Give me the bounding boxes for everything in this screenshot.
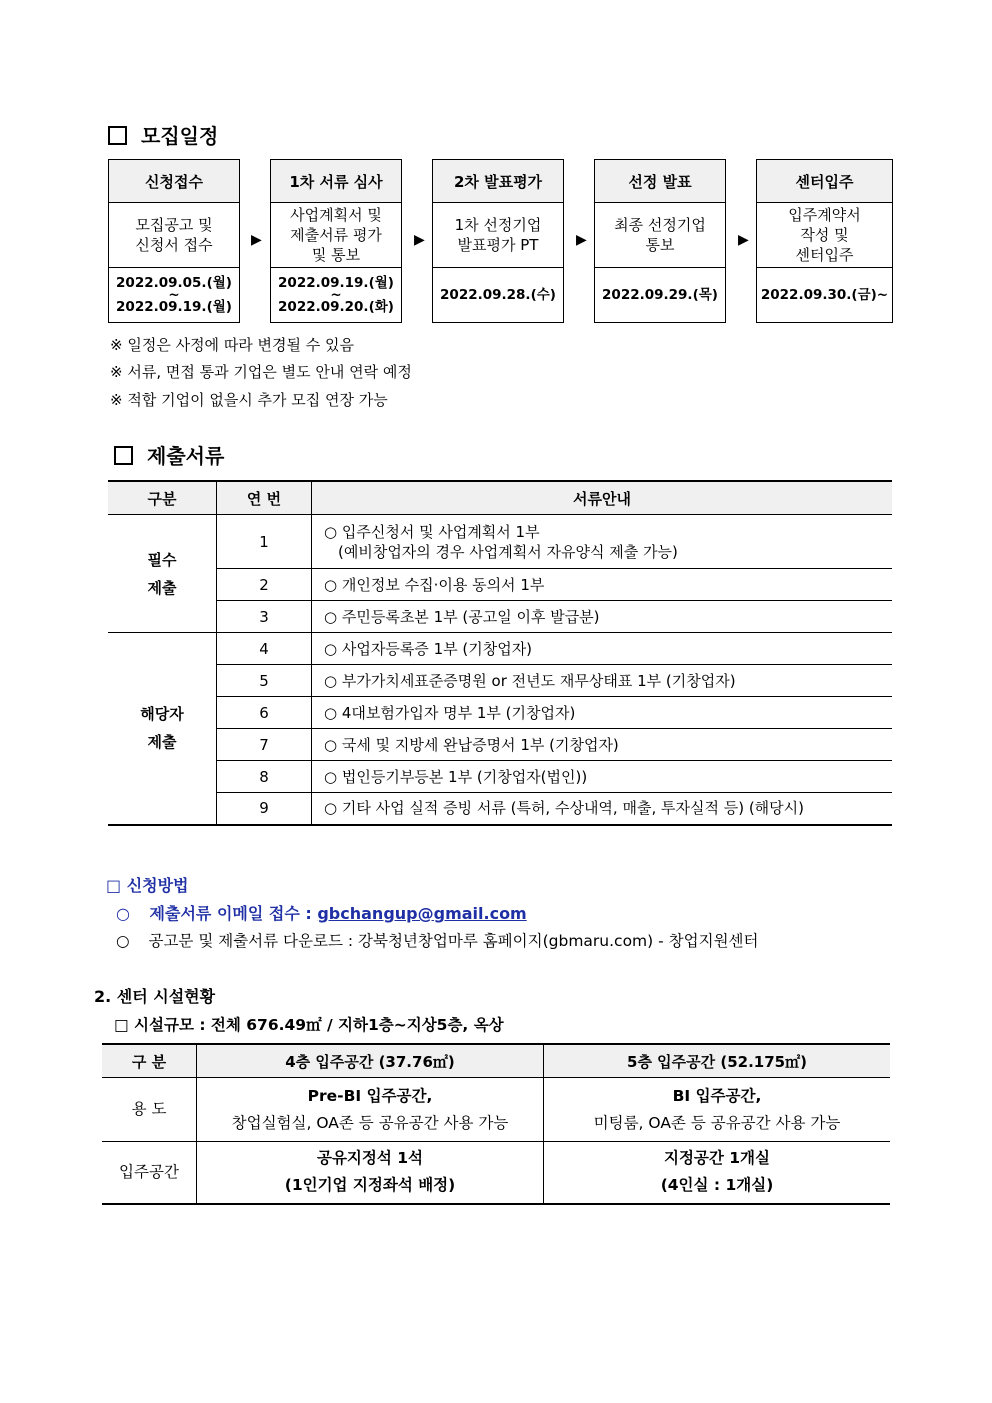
facility-section-title: 2. 센터 시설현황	[94, 987, 216, 1006]
cell-line: 창업실험실, OA존 등 공유공간 사용 가능	[231, 1113, 509, 1132]
schedule-note-3: ※ 적합 기업이 없을시 추가 모집 연장 가능	[110, 391, 388, 409]
step-body: 입주계약서 작성 및 센터입주	[757, 203, 892, 268]
step-body: 1차 선정기업 발표평가 PT	[433, 203, 563, 268]
table-row	[108, 761, 892, 793]
cell-line: Pre-BI 입주공간,	[307, 1086, 433, 1105]
step-body: 사업계획서 및 제출서류 평가 및 통보	[271, 203, 401, 268]
apply-section-title: □ 신청방법	[106, 876, 189, 895]
group-label: 제출	[147, 733, 177, 752]
col-header-category: 구 분	[102, 1044, 197, 1078]
group-label: 해당자	[140, 705, 184, 724]
arrow-right-icon: ▶	[576, 232, 587, 248]
row-number: 9	[217, 793, 312, 825]
table-row	[108, 729, 892, 761]
row-text: ○ 사업자등록증 1부 (기창업자)	[312, 633, 893, 665]
row-label: 입주공간	[102, 1142, 197, 1204]
schedule-note-2: ※ 서류, 면접 통과 기업은 별도 안내 연락 예정	[110, 363, 412, 381]
row-number: 8	[217, 761, 312, 793]
bullet: ○	[116, 932, 130, 950]
cell-4f	[197, 1078, 544, 1142]
cell-line: (1인기업 지정좌석 배정)	[284, 1176, 456, 1195]
row-number: 7	[217, 729, 312, 761]
table-row	[108, 665, 892, 697]
date-start: 2022.09.30.(금)~	[760, 287, 889, 303]
row-number: 4	[217, 633, 312, 665]
step-header: 선정 발표	[595, 160, 725, 203]
cell-4f	[197, 1142, 544, 1204]
documents-title-text: 제출서류	[147, 444, 225, 468]
checkbox-square-icon	[114, 446, 133, 465]
row-text	[312, 515, 893, 569]
step-date	[271, 268, 401, 322]
group-label: 제출	[147, 578, 177, 597]
facility-scale: □ 시설규모 : 전체 676.49㎡ / 지하1층~지상5층, 옥상	[114, 1016, 504, 1034]
step-date	[109, 268, 239, 322]
table-row	[108, 601, 892, 633]
date-tilde: ~	[330, 287, 342, 303]
date-end: 2022.09.19.(월)	[116, 299, 232, 315]
step-date	[757, 268, 892, 322]
row-number: 6	[217, 697, 312, 729]
row-text: ○ 주민등록초본 1부 (공고일 이후 발급분)	[312, 601, 893, 633]
date-end: 2022.09.20.(화)	[278, 299, 394, 315]
date-start: 2022.09.28.(수)	[440, 287, 556, 303]
arrow-right-icon: ▶	[251, 232, 262, 248]
table-row	[102, 1142, 890, 1204]
row-text: ○ 국세 및 지방세 완납증명서 1부 (기창업자)	[312, 729, 893, 761]
date-tilde: ~	[168, 287, 180, 303]
step-date	[433, 268, 563, 322]
row-label: 용 도	[102, 1078, 197, 1142]
row-text: ○ 기타 사업 실적 증빙 서류 (특허, 수상내역, 매출, 투자실적 등) (해당시)	[312, 793, 893, 825]
download-text: 공고문 및 제출서류 다운로드 : 강북청년창업마루 홈페이지(gbmaru.com) - 창업지원센터	[148, 932, 759, 950]
apply-download-line	[116, 929, 759, 951]
cell-line: 지정공간 1개실	[663, 1149, 771, 1168]
col-header-4f: 4층 입주공간 (37.76㎡)	[197, 1044, 544, 1078]
schedule-title-text: 모집일정	[141, 124, 219, 148]
cell-5f	[544, 1078, 891, 1142]
table-row	[108, 793, 892, 825]
row-number: 2	[217, 569, 312, 601]
table-row	[108, 569, 892, 601]
documents-section-title	[114, 440, 224, 469]
step-body: 최종 선정기업 통보	[595, 203, 725, 268]
table-row	[108, 697, 892, 729]
step-date	[595, 268, 725, 322]
step-header: 센터입주	[757, 160, 892, 203]
row-sub-text: (예비창업자의 경우 사업계획서 자유양식 제출 가능)	[338, 542, 678, 561]
row-number: 1	[217, 515, 312, 569]
row-text: ○ 부가가치세표준증명원 or 전년도 재무상태표 1부 (기창업자)	[312, 665, 893, 697]
col-header-5f: 5층 입주공간 (52.175㎡)	[544, 1044, 891, 1078]
row-text: ○ 개인정보 수집·이용 동의서 1부	[312, 569, 893, 601]
email-link[interactable]: gbchangup@gmail.com	[317, 904, 527, 923]
table-row	[108, 633, 892, 665]
apply-email-line	[116, 901, 527, 924]
date-start: 2022.09.29.(목)	[602, 287, 718, 303]
col-header-guide: 서류안내	[312, 481, 893, 515]
cell-line: (4인실 : 1개실)	[660, 1176, 774, 1195]
col-header-number: 연 번	[217, 481, 312, 515]
step-body: 모집공고 및 신청서 접수	[109, 203, 239, 268]
schedule-step-1	[108, 159, 240, 323]
row-text: ○ 법인등기부등본 1부 (기창업자(법인))	[312, 761, 893, 793]
col-header-category: 구분	[108, 481, 217, 515]
facility-table	[102, 1043, 890, 1205]
schedule-section-title	[108, 120, 218, 149]
row-main-text: ○ 입주신청서 및 사업계획서 1부	[324, 522, 540, 541]
step-header: 1차 서류 심사	[271, 160, 401, 203]
table-row	[102, 1078, 890, 1142]
schedule-step-2	[270, 159, 402, 323]
cell-line: BI 입주공간,	[672, 1086, 762, 1105]
checkbox-square-icon	[108, 126, 127, 145]
row-number: 3	[217, 601, 312, 633]
group-applicable	[108, 633, 217, 825]
schedule-step-3	[432, 159, 564, 323]
documents-table	[108, 480, 892, 826]
step-header: 2차 발표평가	[433, 160, 563, 203]
schedule-note-1: ※ 일정은 사정에 따라 변경될 수 있음	[110, 336, 355, 354]
date-start: 2022.09.19.(월)	[278, 275, 394, 291]
schedule-step-5	[756, 159, 893, 323]
email-label: 제출서류 이메일 접수 :	[149, 904, 312, 923]
step-header: 신청접수	[109, 160, 239, 203]
row-number: 5	[217, 665, 312, 697]
cell-line: 미팅룸, OA존 등 공유공간 사용 가능	[593, 1113, 841, 1132]
group-label: 필수	[147, 550, 177, 569]
cell-line: 공유지정석 1석	[316, 1149, 424, 1168]
schedule-step-4	[594, 159, 726, 323]
row-text: ○ 4대보험가입자 명부 1부 (기창업자)	[312, 697, 893, 729]
date-start: 2022.09.05.(월)	[116, 275, 232, 291]
table-row	[108, 515, 892, 569]
arrow-right-icon: ▶	[414, 232, 425, 248]
cell-5f	[544, 1142, 891, 1204]
bullet: ○	[116, 904, 130, 923]
arrow-right-icon: ▶	[738, 232, 749, 248]
group-required	[108, 515, 217, 633]
